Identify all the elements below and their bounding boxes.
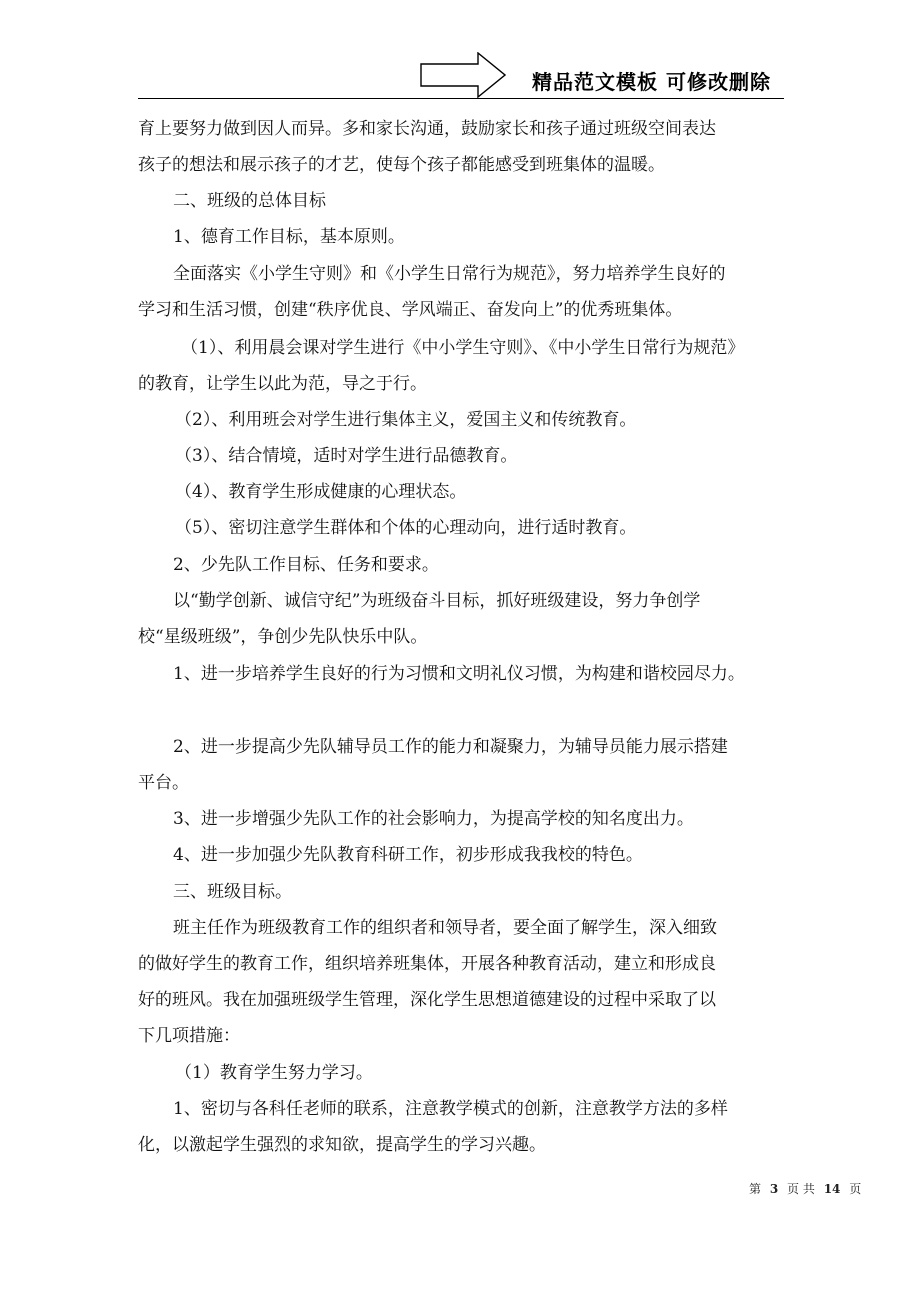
text-line: 校“星级班级”，争创少先队快乐中队。: [138, 627, 428, 647]
section-heading: 二、班级的总体目标: [173, 191, 326, 211]
total-pages: 14: [823, 1182, 841, 1196]
list-item: （2）、利用班会对学生进行集体主义，爱国主义和传统教育。: [175, 410, 637, 430]
list-item: 1、密切与各科任老师的联系，注意教学模式的创新，注意教学方法的多样: [173, 1099, 728, 1119]
text-line: 好的班风。我在加强班级学生管理，深化学生思想道德建设的过程中采取了以: [138, 990, 716, 1010]
list-item: （4）、教育学生形成健康的心理状态。: [175, 482, 467, 502]
text-line: 的教育，让学生以此为范，导之于行。: [138, 374, 427, 394]
header-title: 精品范文模板 可修改删除: [532, 70, 771, 94]
section-heading: 三、班级目标。: [173, 882, 292, 902]
list-item: （5）、密切注意学生群体和个体的心理动向，进行适时教育。: [175, 518, 637, 538]
header-divider: [138, 98, 784, 99]
text-line: 学习和生活习惯，创建“秩序优良、学风端正、奋发向上”的优秀班集体。: [138, 300, 683, 320]
page-number: [749, 1180, 861, 1197]
current-page: 3: [769, 1182, 779, 1196]
subsection-heading: 1、德育工作目标，基本原则。: [173, 227, 405, 247]
page-header: [138, 52, 784, 100]
text-line: 育上要努力做到因人而异。多和家长沟通，鼓励家长和孩子通过班级空间表达: [138, 119, 716, 139]
subsection-heading: 2、少先队工作目标、任务和要求。: [173, 555, 439, 575]
text-line: 平台。: [138, 773, 189, 793]
text-line: 孩子的想法和展示孩子的才艺，使每个孩子都能感受到班集体的温暖。: [138, 155, 665, 175]
page-label-prefix: 第: [749, 1182, 762, 1196]
list-item: （1）教育学生努力学习。: [175, 1063, 373, 1083]
list-item: 2、进一步提高少先队辅导员工作的能力和凝聚力，为辅导员能力展示搭建: [173, 737, 728, 757]
list-item: （1）、利用晨会课对学生进行《中小学生守则》、《中小学生日常行为规范》: [181, 338, 745, 358]
text-line: 以“勤学创新、诚信守纪”为班级奋斗目标，抓好班级建设，努力争创学: [173, 591, 701, 611]
page-label-suffix: 页: [849, 1182, 862, 1196]
list-item: （3）、结合情境，适时对学生进行品德教育。: [175, 446, 518, 466]
list-item: 1、进一步培养学生良好的行为习惯和文明礼仪习惯，为构建和谐校园尽力。: [173, 664, 745, 684]
list-item: 3、进一步增强少先队工作的社会影响力，为提高学校的知名度出力。: [173, 809, 694, 829]
text-line: 全面落实《小学生守则》和《小学生日常行为规范》，努力培养学生良好的: [173, 264, 726, 284]
page-label-middle: 页 共: [787, 1182, 815, 1196]
list-item: 4、进一步加强少先队教育科研工作，初步形成我我校的特色。: [173, 845, 643, 865]
text-line: 班主任作为班级教育工作的组织者和领导者，要全面了解学生，深入细致: [173, 918, 717, 938]
text-line: 的做好学生的教育工作，组织培养班集体，开展各种教育活动，建立和形成良: [138, 954, 716, 974]
text-line: 下几项措施：: [138, 1026, 240, 1046]
text-line: 化，以激起学生强烈的求知欲，提高学生的学习兴趣。: [138, 1135, 546, 1155]
right-arrow-icon: [420, 52, 506, 98]
